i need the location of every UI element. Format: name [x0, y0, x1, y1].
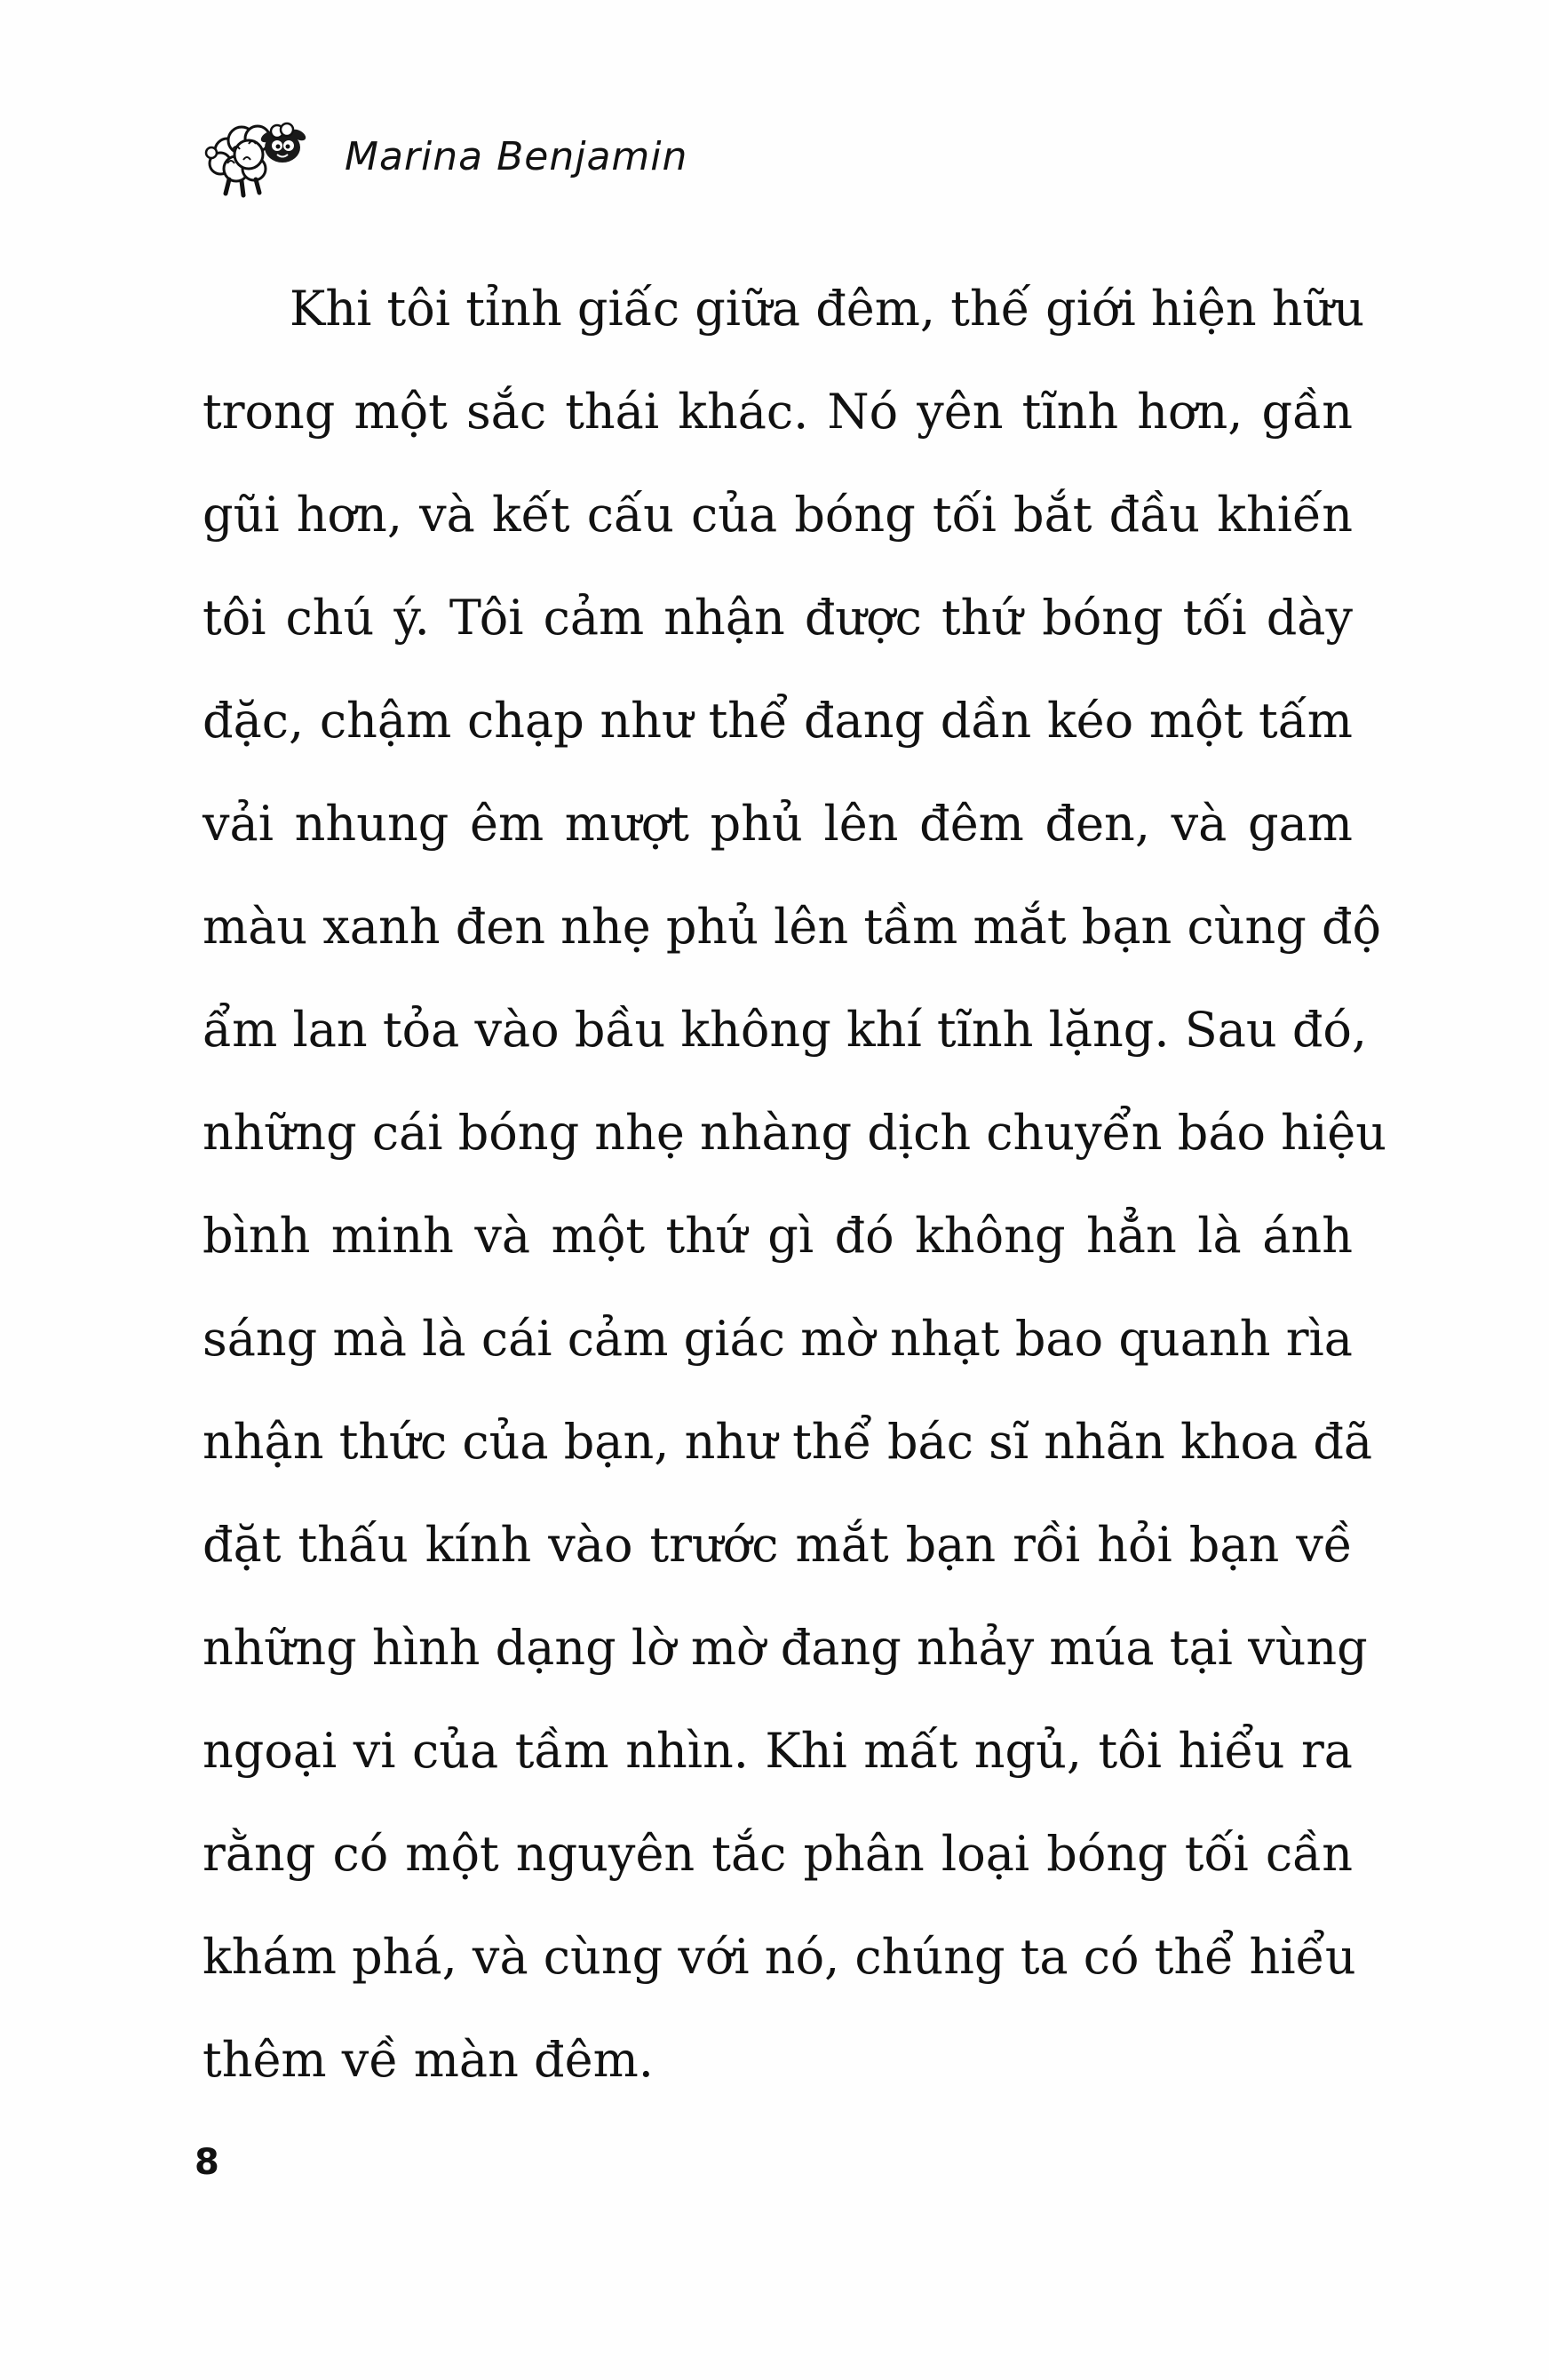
text-line: ngoại vi của tầm nhìn. Khi mất ngủ, tôi hiểu ra	[203, 1723, 1353, 1779]
text-line: đặc, chậm chạp như thể đang dần kéo một tấm	[203, 693, 1353, 749]
running-header	[197, 105, 687, 202]
text-line: đặt thấu kính vào trước mắt bạn rồi hỏi bạn về	[203, 1517, 1353, 1573]
text-line: những cái bóng nhẹ nhàng dịch chuyển báo hiệu	[203, 1105, 1386, 1161]
page-number: 8	[195, 2142, 219, 2183]
text-line: rằng có một nguyên tắc phân loại bóng tối cần	[203, 1826, 1353, 1882]
text-line: gũi hơn, và kết cấu của bóng tối bắt đầu khiến	[203, 487, 1353, 543]
text-line: Khi tôi tỉnh giấc giữa đêm, thế giới hiện hữu	[290, 281, 1365, 337]
text-line: sáng mà là cái cảm giác mờ nhạt bao quanh rìa	[203, 1311, 1353, 1367]
text-line: màu xanh đen nhẹ phủ lên tầm mắt bạn cùng độ	[203, 899, 1382, 955]
body-paragraph	[203, 258, 1386, 2112]
text-line: bình minh và một thứ gì đó không hẳn là ánh	[203, 1208, 1353, 1264]
text-line: nhận thức của bạn, như thể bác sĩ nhãn khoa đã	[203, 1414, 1373, 1470]
text-line: ẩm lan tỏa vào bầu không khí tĩnh lặng. Sau đó,	[203, 1002, 1368, 1058]
text-line: thêm về màn đêm.	[203, 2032, 654, 2088]
sheep-icon	[197, 105, 322, 202]
text-line: trong một sắc thái khác. Nó yên tĩnh hơn, gần	[203, 384, 1353, 440]
text-line: những hình dạng lờ mờ đang nhảy múa tại vùng	[203, 1620, 1368, 1676]
author-name: Marina Benjamin	[345, 133, 688, 179]
text-line: tôi chú ý. Tôi cảm nhận được thứ bóng tối dày	[203, 590, 1353, 646]
text-line: khám phá, và cùng với nó, chúng ta có thể hiểu	[203, 1929, 1356, 1985]
text-line: vải nhung êm mượt phủ lên đêm đen, và gam	[203, 796, 1353, 852]
